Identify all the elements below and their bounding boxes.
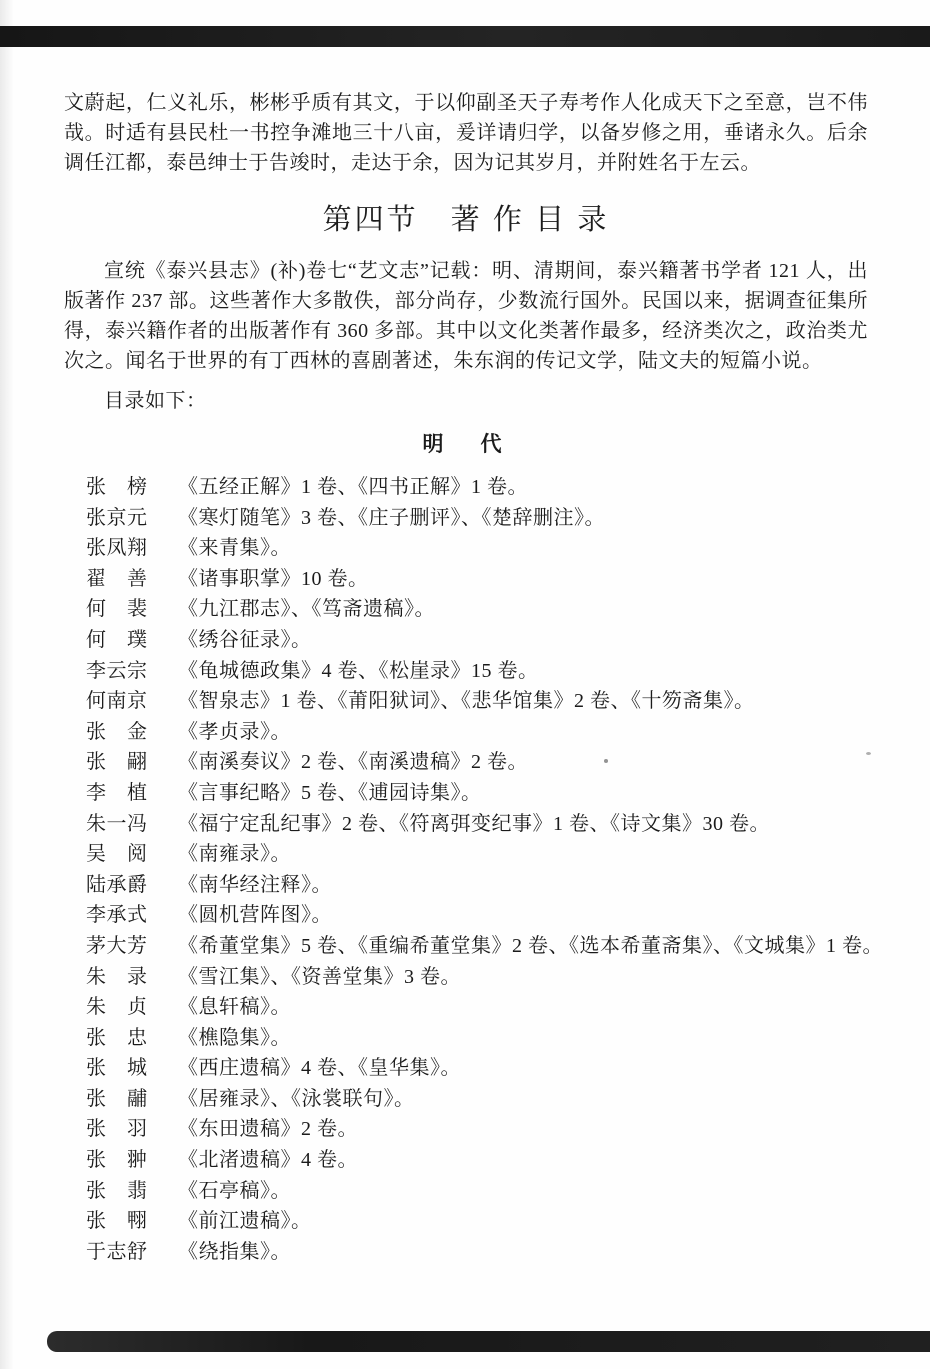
work-titles: 《希董堂集》5 卷、《重编希董堂集》2 卷、《选本希董斋集》、《文城集》1 卷。: [178, 934, 883, 957]
catalog-entry: [86, 594, 868, 625]
catalog-entry: [86, 931, 883, 962]
catalog-entry: [86, 1114, 868, 1145]
author-name: 翟 善: [86, 567, 148, 590]
catalog-entry: [86, 1145, 868, 1176]
author-name: 茅大芳: [86, 934, 148, 957]
author-name: 张 榜: [86, 476, 148, 498]
catalog-entry: [86, 503, 868, 534]
catalog-entry: [86, 778, 868, 809]
catalog-entry: [86, 992, 868, 1023]
author-name: 李 植: [86, 781, 148, 804]
author-name: 朱一冯: [86, 812, 148, 835]
catalog-entry: [86, 1206, 868, 1237]
author-name: 张 忠: [86, 1026, 148, 1049]
catalog-entry: [86, 839, 868, 870]
author-name: 朱 贞: [86, 996, 148, 1019]
author-name: 张 翤: [86, 751, 148, 774]
catalog-entry: [86, 656, 868, 687]
author-name: 张京元: [86, 506, 148, 529]
catalog-entry: [86, 533, 868, 564]
catalog-entry: [86, 747, 868, 778]
catalog-entry: [86, 900, 868, 931]
catalog-entry: [86, 1023, 868, 1054]
work-titles: 《南华经注释》。: [178, 873, 332, 896]
catalog-list: [86, 472, 883, 1267]
work-titles: 《智泉志》1 卷、《莆阳狱词》、《悲华馆集》2 卷、《十笏斋集》。: [178, 690, 755, 713]
work-titles: 《福宁定乱纪事》2 卷、《符离弭变纪事》1 卷、《诗文集》30 卷。: [178, 812, 770, 835]
work-titles: 《绣谷征录》。: [178, 628, 312, 651]
catalog-entry: [86, 962, 868, 993]
work-titles: 《来青集》。: [178, 537, 291, 560]
author-name: 张 金: [86, 720, 148, 743]
section-heading: 第四节 著 作 目 录: [322, 204, 610, 236]
scan-left-shading: [0, 0, 14, 1369]
work-titles: 《樵隐集》。: [178, 1026, 291, 1049]
work-titles: 《前江遗稿》。: [178, 1210, 312, 1233]
author-name: 张 鬴: [86, 1087, 148, 1110]
catalog-entry: [86, 1053, 868, 1084]
work-titles: 《北渚遗稿》4 卷。: [178, 1149, 358, 1172]
catalog-entry: [86, 809, 868, 840]
author-name: 于志舒: [86, 1240, 148, 1263]
author-name: 张 城: [86, 1057, 148, 1080]
work-titles: 《寒灯随笔》3 卷、《庄子删评》、《楚辞删注》。: [178, 506, 605, 529]
scan-edge-top: [0, 26, 930, 47]
work-titles: 《南溪奏议》2 卷、《南溪遗稿》2 卷。: [178, 751, 528, 774]
catalog-entry: [86, 1084, 868, 1115]
work-titles: 《居雍录》、《泳裳联句》。: [178, 1087, 415, 1110]
catalog-entry: [86, 564, 868, 595]
catalog-entry: [86, 686, 868, 717]
catalog-entry: [86, 870, 868, 901]
intro-paragraph: 文蔚起，仁义礼乐，彬彬乎质有其文，于以仰副圣天子寿考作人化成天下之至意，岂不伟哉。时适有县民杜一书控争滩地三十八亩，爰详请归学，以备岁修之用，垂诸永久。后余调任江都，泰邑绅士于告竣时，走达于余，因为记其岁月，并附姓名于左云。: [64, 92, 868, 174]
era-heading: 明 代: [422, 433, 510, 456]
work-titles: 《诸事职掌》10 卷。: [178, 567, 369, 590]
work-titles: 《雪江集》、《资善堂集》3 卷。: [178, 965, 461, 988]
catalog-entry: [86, 1237, 868, 1268]
author-name: 李承式: [86, 904, 148, 927]
catalog-entry: [86, 717, 868, 748]
author-name: 张 翀: [86, 1149, 148, 1172]
work-titles: 《九江郡志》、《笃斋遗稿》。: [178, 598, 435, 621]
work-titles: 《石亭稿》。: [178, 1179, 291, 1202]
work-titles: 《绕指集》。: [178, 1240, 291, 1263]
author-name: 张 翈: [86, 1210, 148, 1233]
author-name: 张凤翔: [86, 537, 148, 560]
page-content: [64, 88, 883, 1267]
catalog-entry: [86, 1176, 868, 1207]
author-name: 吴 阅: [86, 843, 148, 866]
work-titles: 《圆机营阵图》。: [178, 904, 332, 927]
work-titles: 《西庄遗稿》4 卷、《皇华集》。: [178, 1057, 461, 1080]
work-titles: 《东田遗稿》2 卷。: [178, 1118, 358, 1141]
work-titles: 《言事纪略》5 卷、《逋园诗集》。: [178, 781, 482, 804]
author-name: 朱 录: [86, 965, 148, 988]
work-titles: 《息轩稿》。: [178, 996, 291, 1019]
scan-edge-bottom: [47, 1331, 930, 1352]
list-intro: 目录如下：: [104, 390, 207, 412]
author-name: 张 翡: [86, 1179, 148, 1202]
author-name: 陆承爵: [86, 873, 148, 896]
work-titles: 《南雍录》。: [178, 843, 291, 866]
author-name: 张 羽: [86, 1118, 148, 1141]
work-titles: 《五经正解》1 卷、《四书正解》1 卷。: [178, 476, 528, 498]
catalog-entry: [86, 472, 868, 503]
work-titles: 《孝贞录》。: [178, 720, 291, 743]
work-titles: 《龟城德政集》4 卷、《松崖录》15 卷。: [178, 659, 539, 682]
author-name: 何 璞: [86, 628, 148, 651]
author-name: 何南京: [86, 690, 148, 713]
author-name: 李云宗: [86, 659, 148, 682]
catalog-entry: [86, 625, 868, 656]
stats-paragraph: 宣统《泰兴县志》(补)卷七“艺文志”记载：明、清期间，泰兴籍著书学者 121 人，出版著作 237 部。这些著作大多散佚，部分尚存，少数流行国外。民国以来，据调查征集所得，泰兴籍作者的出版著作有 360 多部。其中以文化类著作最多，经济类次之，政治类尤次之。闻名于世界的有丁西林的喜剧著述，朱东润的传记文学，陆文夫的短篇小说。: [64, 260, 868, 372]
author-name: 何 裴: [86, 598, 148, 621]
